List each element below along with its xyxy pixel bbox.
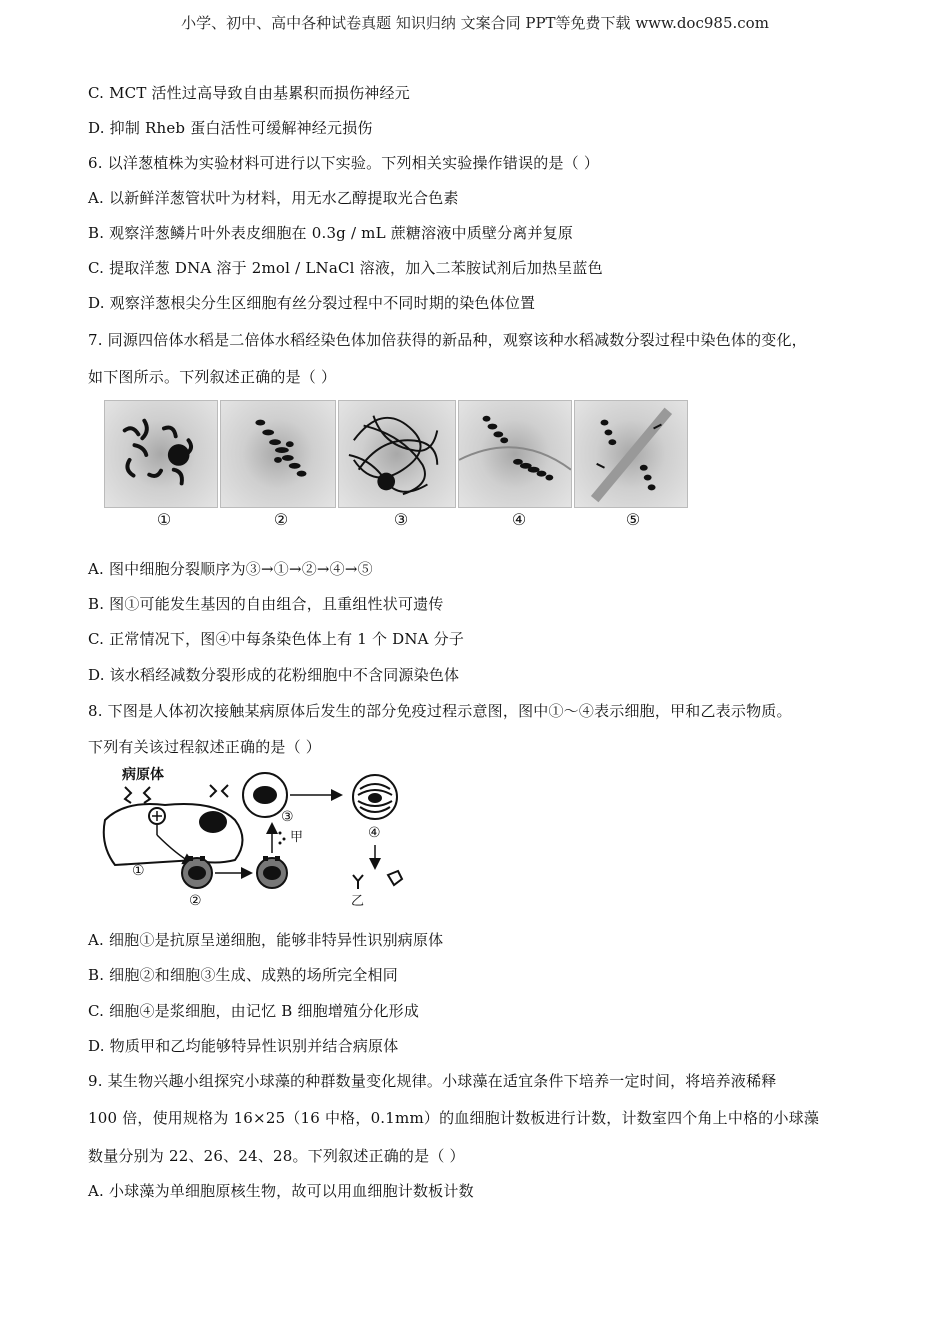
option-6c: C. 提取洋葱 DNA 溶于 2mol / LNaCl 溶液，加入二苯胺试剂后加热呈蓝色 (88, 259, 603, 277)
question-9-line2: 100 倍，使用规格为 16×25（16 中格，0.1mm）的血细胞计数板进行计数，计数室四个角上中格的小球藻 (88, 1109, 820, 1127)
option-8b: B. 细胞②和细胞③生成、成熟的场所完全相同 (88, 966, 398, 984)
micrograph-1 (104, 400, 218, 508)
pathogen-label: 病原体 (122, 767, 164, 783)
question-8-line1: 8. 下图是人体初次接触某病原体后发生的部分免疫过程示意图，图中①～④表示细胞，甲和乙表示物质。 (88, 702, 792, 720)
micrograph-label-1: ① (156, 510, 172, 529)
option-7d: D. 该水稻经减数分裂形成的花粉细胞中不含同源染色体 (88, 666, 460, 684)
question-7-line1: 7. 同源四倍体水稻是二倍体水稻经染色体加倍获得的新品种，观察该种水稻减数分裂过程中染色体的变化， (88, 331, 807, 349)
question-9-line3: 数量分别为 22、26、24、28。下列叙述正确的是（ ） (88, 1147, 465, 1165)
micrograph-2 (220, 400, 336, 508)
option-5d: D. 抑制 Rheb 蛋白活性可缓解神经元损伤 (88, 119, 373, 137)
question-6: 6. 以洋葱植株为实验材料可进行以下实验。下列相关实验操作错误的是（ ） (88, 154, 600, 172)
micrograph-3 (338, 400, 456, 508)
cell-label-3: ③ (281, 809, 294, 825)
cell-label-1: ① (132, 863, 145, 879)
micrograph-4 (458, 400, 572, 508)
micrograph-label-5: ⑤ (625, 510, 641, 529)
meiosis-micrographs (104, 400, 688, 508)
cell-label-4: ④ (368, 825, 381, 841)
option-8c: C. 细胞④是浆细胞，由记忆 B 细胞增殖分化形成 (88, 1002, 420, 1020)
question-8-line2: 下列有关该过程叙述正确的是（ ） (88, 738, 321, 756)
option-7c: C. 正常情况下，图④中每条染色体上有 1 个 DNA 分子 (88, 630, 465, 648)
substance-a-label: 甲 (290, 830, 304, 845)
option-6d: D. 观察洋葱根尖分生区细胞有丝分裂过程中不同时期的染色体位置 (88, 294, 536, 312)
option-7b: B. 图①可能发生基因的自由组合，且重组性状可遗传 (88, 595, 444, 613)
question-7-line2: 如下图所示。下列叙述正确的是（ ） (88, 368, 337, 386)
cell-label-2: ② (189, 893, 202, 909)
micrograph-label-3: ③ (393, 510, 409, 529)
option-6b: B. 观察洋葱鳞片叶外表皮细胞在 0.3g / mL 蔗糖溶液中质壁分离并复原 (88, 224, 574, 242)
option-6a: A. 以新鲜洋葱管状叶为材料，用无水乙醇提取光合色素 (88, 189, 459, 207)
immune-process-diagram (100, 765, 420, 915)
option-9a: A. 小球藻为单细胞原核生物，故可以用血细胞计数板计数 (88, 1182, 474, 1200)
option-7a: A. 图中细胞分裂顺序为③→①→②→④→⑤ (88, 560, 373, 578)
micrograph-5 (574, 400, 688, 508)
question-9-line1: 9. 某生物兴趣小组探究小球藻的种群数量变化规律。小球藻在适宜条件下培养一定时间，将培养液稀释 (88, 1072, 777, 1090)
option-8a: A. 细胞①是抗原呈递细胞，能够非特异性识别病原体 (88, 931, 444, 949)
option-5c: C. MCT 活性过高导致自由基累积而损伤神经元 (88, 84, 410, 102)
page-header: 小学、初中、高中各种试卷真题 知识归纳 文案合同 PPT等免费下载 www.doc985.com (181, 14, 769, 32)
micrograph-label-4: ④ (511, 510, 527, 529)
substance-b-label: 乙 (351, 894, 365, 909)
micrograph-label-2: ② (273, 510, 289, 529)
option-8d: D. 物质甲和乙均能够特异性识别并结合病原体 (88, 1037, 399, 1055)
